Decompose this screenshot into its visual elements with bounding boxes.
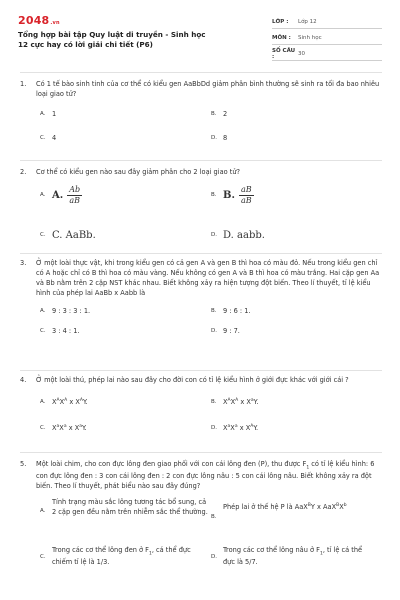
option-c[interactable]: C. 4 — [40, 133, 57, 142]
option-b[interactable]: B. 9 : 6 : 1. — [211, 306, 251, 315]
site-logo[interactable]: 2048.vn — [18, 14, 60, 27]
meta-row-lop: LỚP : Lớp 12 — [272, 16, 382, 29]
option-c[interactable]: C. C. AaBb. — [40, 229, 96, 241]
question-text: Ở một loài thú, phép lai nào sau đây cho đời con có tỉ lệ kiểu hình ở giới đực khác với giới cái ? — [36, 376, 349, 384]
question-1: 1. Có 1 tế bào sinh tinh của cơ thể có kiểu gen AaBbDd giảm phân bình thường sẽ sinh ra tối đa bao nhiêu loại giao tử? A. 1 B. 2 C. 4 D. 8 — [20, 80, 382, 156]
divider — [20, 253, 382, 254]
question-5: 5. Một loài chim, cho con đực lông đen giao phối với con cái lông đen (P), thu được $F_1$ có tỉ lệ kiểu hình: 6 con đực lông đen : 3 con cái lông đen : 2 con đực lông nâu : 5 con cái lông nâu. Biết không xảy ra đột biến. Theo lí thuyết, phát biểu nào sau đây đúng? A. Tính trạng màu sắc lông tương tác bổ sung, cả 2 cặp gen đều nằm trên nhiễm sắc thể thường. B. Phép lai ở thế hệ P là AaX$^B$Y x $AaX^BX^b$ C. Trong các cơ thể lông đen ở $F_1$, cá thể đực chiếm tỉ lệ là 1/3. D. Trong các cơ thể lông nâu ở $F_1$, tỉ lệ cá thể đực là 5/7. — [20, 460, 382, 582]
question-text: Có 1 tế bào sinh tinh của cơ thể có kiểu gen AaBbDd giảm phân bình thường sẽ sinh ra tối đa bao nhiêu loại giao tử? — [36, 80, 380, 98]
meta-row-mon: MÔN : Sinh học — [272, 32, 382, 45]
question-2: 2. Cơ thể có kiểu gen nào sau đây giảm phân cho 2 loại giao tử? A. A. $\frac{Ab}{aB}$ B. B. $\frac{aB}{aB}$ C. C. AaBb. D. D. aabb. — [20, 168, 382, 258]
option-c[interactable]: C. Trong các cơ thể lông đen ở $F_1$, cá thể đực chiếm tỉ lệ là 1/3. — [40, 545, 191, 566]
question-text: Một loài chim, cho con đực lông đen giao phối với con cái lông đen (P), thu được $F_1$ có tỉ lệ kiểu hình: 6 con đực lông đen : 3 con cái lông đen : 2 con đực lông nâu : 5 con cái lông nâu. Biết không xảy ra đột biến. Theo lí thuyết, phát biểu nào sau đây đúng? — [36, 460, 375, 490]
option-d[interactable]: D. 8 — [211, 133, 228, 142]
option-d[interactable]: D. Trong các cơ thể lông nâu ở $F_1$, tỉ lệ cá thể đực là 5/7. — [211, 545, 363, 566]
meta-table — [272, 16, 382, 64]
header — [18, 12, 384, 62]
divider — [20, 160, 382, 161]
option-c[interactable]: C. $X^aX^a$ x $X^aY$. — [40, 423, 87, 433]
option-d[interactable]: D. $X^aX^a$ x $X^AY$. — [211, 423, 259, 433]
question-text: Ở một loài thực vật, khi trong kiểu gen có cả gen A và gen B thì hoa có màu đỏ. Nếu trong kiểu gen chỉ có A hoặc chỉ có B thì hoa có màu vàng. Nếu không có gen A và B thì hoa có màu trắng. Hai cặp gen Aa và Bb nằm trên 2 cặp NST khác nhau. Biết không xảy ra hiện tượng đột biến. Theo lí thuyết, tỉ lệ kiểu hình của phép lai AaBb x Aabb là — [36, 259, 380, 297]
option-a[interactable]: A. A. $\frac{Ab}{aB}$ — [40, 184, 81, 205]
question-3: 3. Ở một loài thực vật, khi trong kiểu gen có cả gen A và gen B thì hoa có màu đỏ. Nếu trong kiểu gen chỉ có A hoặc chỉ có B thì hoa có màu vàng. Nếu không có gen A và B thì hoa có màu trắng. Hai cặp gen Aa và Bb nằm trên 2 cặp NST khác nhau. Biết không xảy ra hiện tượng đột biến. Theo lí thuyết, tỉ lệ kiểu hình của phép lai AaBb x Aabb là A. 9 : 3 : 3 : 1. B. 9 : 6 : 1. C. 3 : 4 : 1. D. 9 : 7. — [20, 259, 382, 349]
option-b[interactable]: B. B. $\frac{aB}{aB}$ — [211, 184, 252, 205]
option-b[interactable]: B. Phép lai ở thế hệ P là AaX$^B$Y x $AaX^BX^b$ — [211, 502, 347, 520]
divider — [20, 452, 382, 453]
option-a[interactable]: A. 1 — [40, 109, 57, 118]
option-b[interactable]: B. 2 — [211, 109, 228, 118]
option-a[interactable]: A. 9 : 3 : 3 : 1. — [40, 306, 91, 315]
option-d[interactable]: D. D. aabb. — [211, 229, 265, 241]
divider — [20, 370, 382, 371]
question-4: 4. Ở một loài thú, phép lai nào sau đây cho đời con có tỉ lệ kiểu hình ở giới đực khác với giới cái ? A. $X^AX^A$ x $X^AY$. B. $X^AX^A$ x $X^aY$. C. $X^aX^a$ x $X^aY$. D. $X^aX^a$ x $X^AY$. — [20, 376, 382, 444]
option-a[interactable]: A. Tính trạng màu sắc lông tương tác bổ sung, cả 2 cặp gen đều nằm trên nhiễm sắc thể thường. — [40, 497, 208, 516]
option-c[interactable]: C. 3 : 4 : 1. — [40, 326, 80, 335]
option-a[interactable]: A. $X^AX^A$ x $X^AY$. — [40, 397, 88, 407]
option-b[interactable]: B. $X^AX^A$ x $X^aY$. — [211, 397, 259, 407]
option-d[interactable]: D. 9 : 7. — [211, 326, 240, 335]
question-text: Cơ thể có kiểu gen nào sau đây giảm phân cho 2 loại giao tử? — [36, 168, 241, 176]
page-title: Tổng hợp bài tập Quy luật di truyền - Sinh học 12 cực hay có lời giải chi tiết (P6) — [18, 30, 206, 49]
divider — [20, 72, 382, 73]
meta-row-socau: SỐ CÂU : 30 — [272, 48, 382, 61]
